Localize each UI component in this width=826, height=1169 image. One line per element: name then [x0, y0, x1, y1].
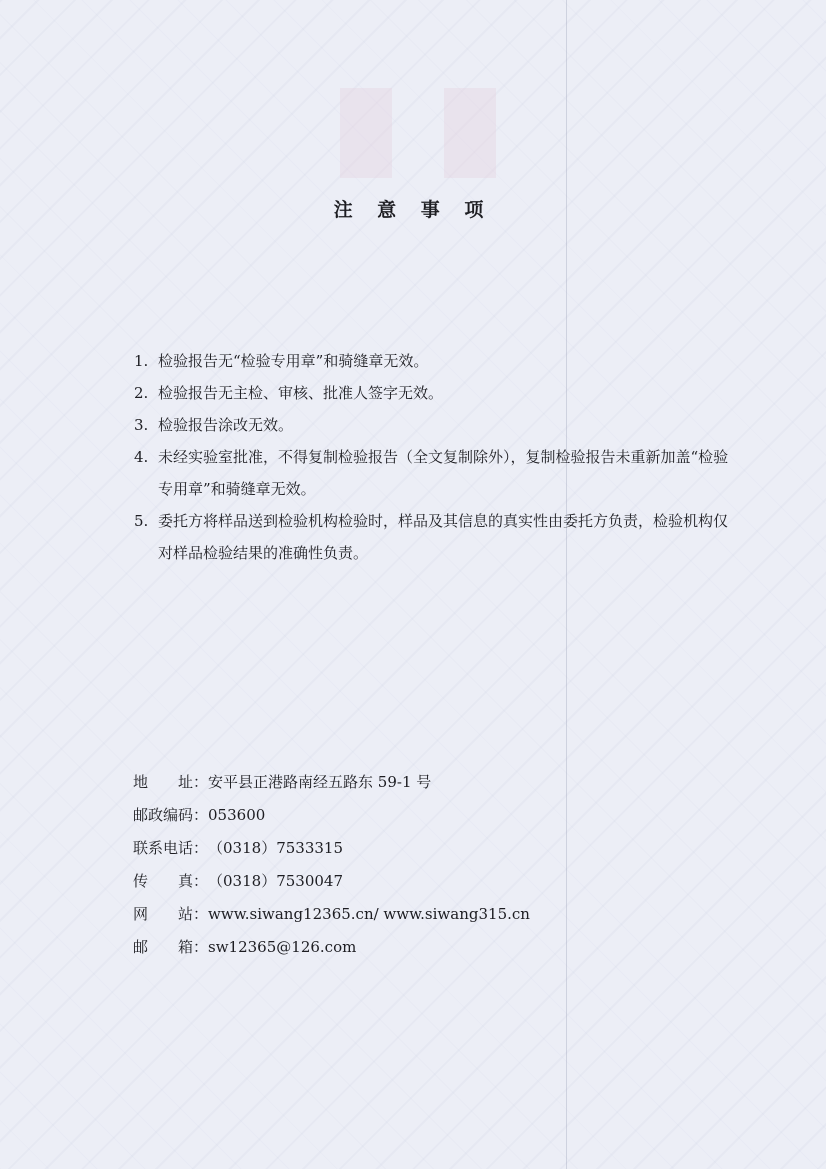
address-value: 安平县正港路南经五路东 59-1 号: [208, 773, 432, 791]
note-number: 4.: [134, 448, 149, 466]
note-item: [134, 505, 734, 569]
website-row: [133, 898, 693, 931]
note-text: 委托方将样品送到检验机构检验时，样品及其信息的真实性由委托方负责，检验机构仅对样品检验结果的准确性负责。: [158, 512, 729, 562]
note-item: [134, 345, 734, 377]
note-text: 检验报告无主检、审核、批准人签字无效。: [158, 384, 444, 402]
faint-stamp-mark: [340, 88, 392, 178]
address-row: [133, 766, 693, 799]
fax-value: （0318）7530047: [208, 872, 343, 890]
fax-label: 传 真：: [133, 872, 209, 890]
note-item: [134, 377, 734, 409]
email-value: sw12365@126.com: [208, 938, 357, 956]
postcode-row: [133, 799, 693, 832]
note-number: 3.: [134, 416, 149, 434]
address-label: 地 址：: [133, 773, 209, 791]
phone-row: [133, 832, 693, 865]
note-text: 检验报告无“检验专用章”和骑缝章无效。: [158, 352, 429, 370]
note-text: 检验报告涂改无效。: [158, 416, 294, 434]
website-value: www.siwang12365.cn/ www.siwang315.cn: [208, 905, 530, 923]
email-label: 邮 箱：: [133, 938, 209, 956]
faint-stamp-mark: [444, 88, 496, 178]
note-number: 2.: [134, 384, 149, 402]
note-item: [134, 409, 734, 441]
postcode-value: 053600: [208, 806, 266, 824]
note-text: 未经实验室批准，不得复制检验报告（全文复制除外），复制检验报告未重新加盖“检验专用章”和骑缝章无效。: [158, 448, 729, 498]
page-title: 注 意 事 项: [333, 199, 493, 221]
note-number: 5.: [134, 512, 149, 530]
website-label: 网 站：: [133, 905, 209, 923]
fax-row: [133, 865, 693, 898]
postcode-label: 邮政编码：: [133, 806, 209, 824]
note-item: [134, 441, 734, 505]
contact-info: [133, 766, 693, 964]
note-number: 1.: [134, 352, 149, 370]
phone-value: （0318）7533315: [208, 839, 343, 857]
phone-label: 联系电话：: [133, 839, 209, 857]
notes-list: [134, 345, 734, 569]
email-row: [133, 931, 693, 964]
fold-line: [566, 0, 567, 1169]
